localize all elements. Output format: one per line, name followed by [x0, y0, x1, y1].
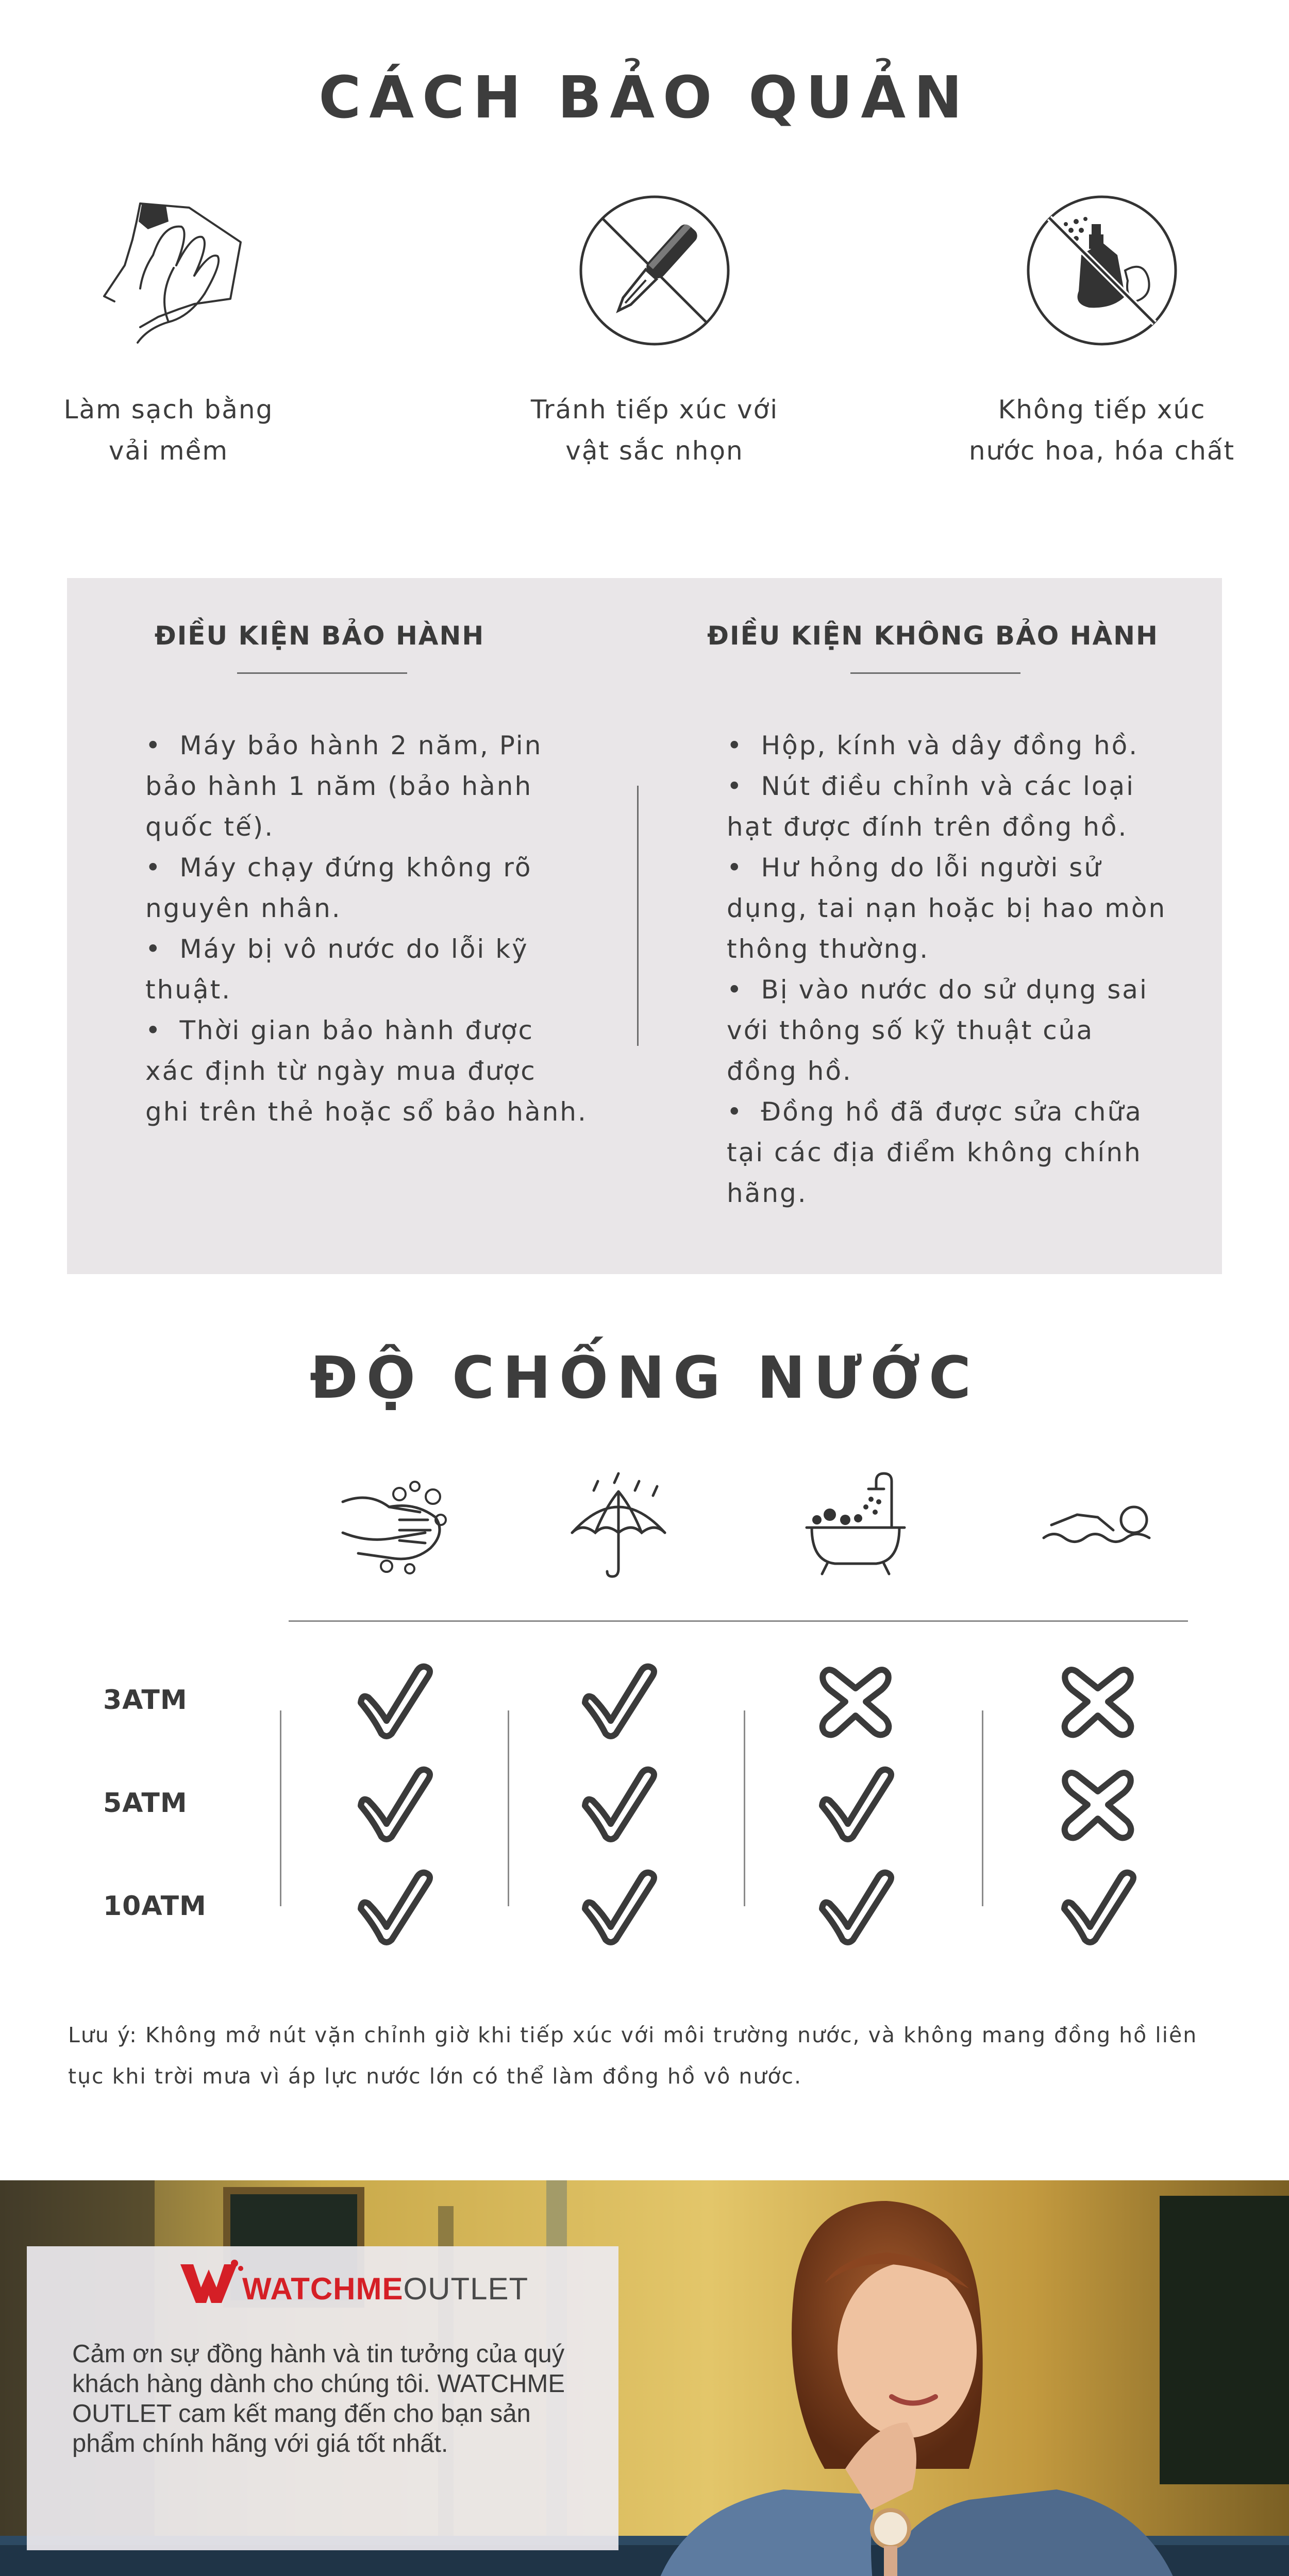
warranty-not-covered-title: ĐIỀU KIỆN KHÔNG BẢO HÀNH — [707, 621, 1159, 651]
list-item: • Thời gian bảo hành được xác định từ ngày mua được ghi trên thẻ hoặc sổ bảo hành. — [145, 1010, 589, 1132]
check-icon — [812, 1862, 899, 1950]
list-item: • Máy bị vô nước do lỗi kỹ thuật. — [145, 929, 589, 1010]
check-icon — [812, 1759, 899, 1847]
care-title: CÁCH BẢO QUẢN — [319, 64, 970, 131]
hand-washing-icon — [338, 1471, 456, 1579]
atm-label-10: 10ATM — [103, 1891, 207, 1922]
care-label-sharp — [495, 389, 814, 471]
check-icon — [350, 1656, 438, 1744]
water-table-divider — [280, 1710, 281, 1906]
water-note: Lưu ý: Không mở nút vặn chỉnh giờ khi tiếp xúc với môi trường nước, và không mang đồng hồ liên tục khi trời mưa vì áp lực nước lớn có thể làm đồng hồ vô nước. — [68, 2023, 1198, 2089]
care-label-line1: Làm sạch bằng — [63, 395, 274, 425]
care-label-perfume — [942, 389, 1262, 471]
atm-label-5: 5ATM — [103, 1788, 188, 1819]
care-label-line1: Không tiếp xúc — [998, 395, 1206, 425]
watchme-logo-icon — [178, 2259, 245, 2306]
watchme-logo-text — [242, 2271, 528, 2307]
water-table-header-line — [289, 1620, 1188, 1622]
list-item: • Hư hỏng do lỗi người sử dụng, tai nạn hoặc bị hao mòn thông thường. — [727, 848, 1170, 970]
warranty-divider — [637, 786, 639, 1046]
cross-icon — [1054, 1656, 1142, 1744]
warranty-not-covered-underline — [850, 672, 1020, 674]
water-table-divider — [982, 1710, 983, 1906]
logo-text-bold: WATCHME — [242, 2272, 404, 2306]
no-sharp-objects-icon — [577, 193, 732, 348]
water-resistance-title: ĐỘ CHỐNG NƯỚC — [309, 1345, 980, 1412]
umbrella-rain-icon — [567, 1471, 670, 1579]
check-icon — [575, 1759, 662, 1847]
warranty-covered-title: ĐIỀU KIỆN BẢO HÀNH — [154, 621, 485, 651]
thanks-message: Cảm ơn sự đồng hành và tin tưởng của quý khách hàng dành cho chúng tôi. WATCHME OUTLET cam kết mang đến cho bạn sản phẩm chính hãng với giá tốt nhất. — [72, 2340, 565, 2458]
check-icon — [350, 1862, 438, 1950]
no-perfume-chemical-icon — [1025, 193, 1179, 348]
water-table-divider — [744, 1710, 745, 1906]
logo-text-light: OUTLET — [403, 2272, 529, 2306]
care-label-line2: vải mềm — [108, 436, 229, 466]
list-item: • Máy bảo hành 2 năm, Pin bảo hành 1 năm (bảo hành quốc tế). — [145, 725, 589, 848]
atm-label-3: 3ATM — [103, 1685, 188, 1716]
care-label-line2: nước hoa, hóa chất — [968, 436, 1235, 466]
care-item-clean — [9, 193, 328, 471]
check-icon — [575, 1656, 662, 1744]
cross-icon — [1054, 1759, 1142, 1847]
warranty-not-covered-list — [727, 725, 1170, 1214]
check-icon — [575, 1862, 662, 1950]
care-item-sharp — [495, 193, 814, 471]
hand-wiping-cloth-icon — [91, 193, 246, 348]
list-item: • Máy chạy đứng không rõ nguyên nhân. — [145, 848, 589, 929]
water-table-divider — [508, 1710, 509, 1906]
care-label-line2: vật sắc nhọn — [565, 436, 744, 466]
check-icon — [1054, 1862, 1142, 1950]
care-item-perfume — [942, 193, 1262, 471]
cross-icon — [812, 1656, 899, 1744]
warranty-covered-list — [145, 725, 589, 1132]
swimming-icon — [1041, 1494, 1154, 1556]
list-item: • Nút điều chỉnh và các loại hạt được đính trên đồng hồ. — [727, 766, 1170, 848]
bathtub-shower-icon — [804, 1471, 907, 1579]
warranty-covered-underline — [237, 672, 407, 674]
care-label-clean — [9, 389, 328, 471]
care-label-line1: Tránh tiếp xúc với — [530, 395, 779, 425]
list-item: • Bị vào nước do sử dụng sai với thông số kỹ thuật của đồng hồ. — [727, 970, 1170, 1092]
list-item: • Đồng hồ đã được sửa chữa tại các địa điểm không chính hãng. — [727, 1092, 1170, 1214]
check-icon — [350, 1759, 438, 1847]
list-item: • Hộp, kính và dây đồng hồ. — [727, 725, 1170, 766]
